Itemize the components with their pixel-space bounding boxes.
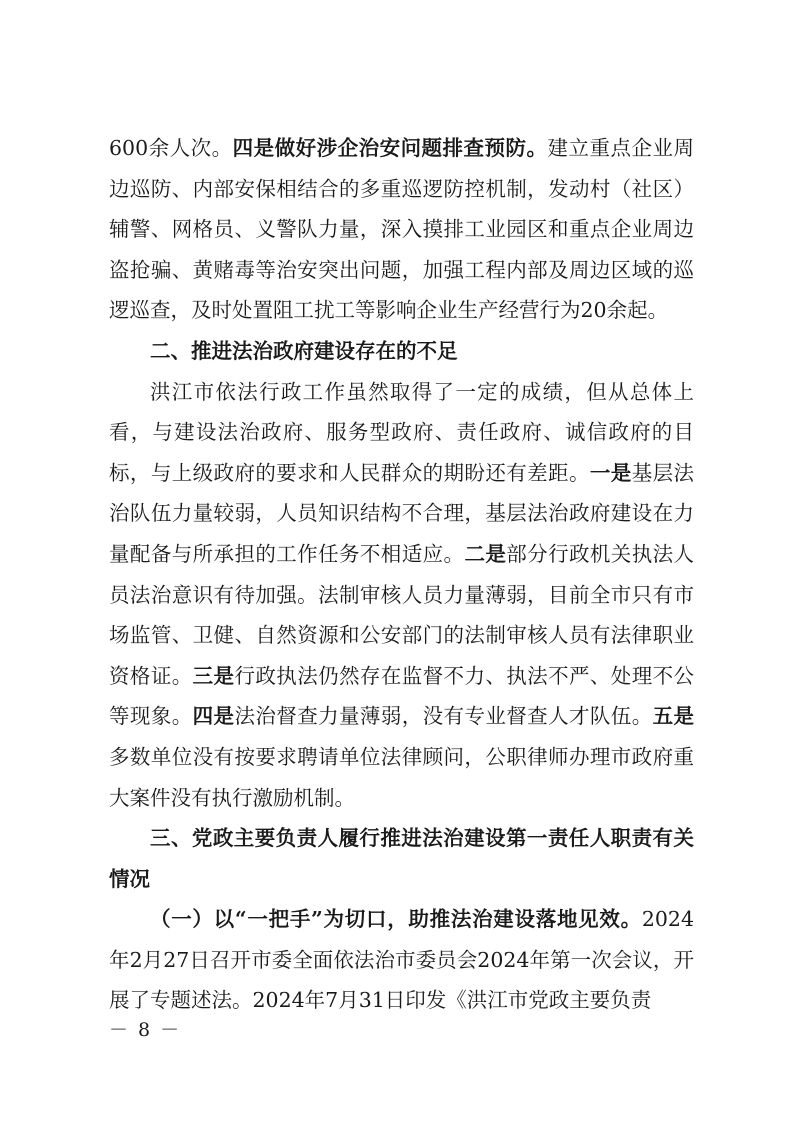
body-paragraph <box>109 128 694 331</box>
text-run: 行政执法仍然存在监督不力、执法不严、处理不公等现象。 <box>109 663 695 729</box>
text-run: 2024年2月27日召开市委全面依法治市委员会2024年第一次会议，开展了专题述法。2024年7月31日印发《洪江市党政主要负责 <box>109 907 694 1013</box>
body-paragraph <box>109 372 694 819</box>
bold-text-run: 五是 <box>652 704 695 729</box>
text-run: 部分行政机关执法人员法治意识有待加强。法制审核人员力量薄弱，目前全市只有市场监管、卫健、自然资源和公安部门的法制审核人员有法律职业资格证。 <box>109 541 695 688</box>
bold-text-run: 四是做好涉企治安问题排查预防。 <box>232 136 548 160</box>
text-run: 基层法治队伍力量较弱，人员知识结构不合理，基层法治政府建设在力量配备与所承担的工作任务不相适应。 <box>109 460 695 566</box>
text-run: 二、推进法治政府建设存在的不足 <box>150 338 458 363</box>
body-paragraph <box>109 899 694 1021</box>
text-run: 建立重点企业周边巡防、内部安保相结合的多重巡逻防控机制，发动村（社区）辅警、网格员、义警队力量，深入摸排工业园区和重点企业周边盗抢骗、黄赌毒等治安突出问题，加强工程内部及周边区域的巡逻巡查，及时处置阻工扰工等影响企业生产经营行为20余起。 <box>109 136 694 323</box>
text-run: 多数单位没有按要求聘请单位法律顾问，公职律师办理市政府重大案件没有执行激励机制。 <box>109 744 694 810</box>
bold-text-run: 二是 <box>464 541 507 566</box>
bold-text-run: 四是 <box>192 704 235 729</box>
text-run: 三、党政主要负责人履行推进法治建设第一责任人职责有关情况 <box>109 826 694 891</box>
text-run: 洪江市依法行政工作虽然取得了一定的成绩，但从总体上看，与建设法治政府、服务型政府、责任政府、诚信政府的目标，与上级政府的要求和人民群众的期盼还有差距。 <box>109 379 694 485</box>
text-run: 法治督查力量薄弱，没有专业督查人才队伍。 <box>234 704 653 729</box>
bold-text-run: 一是 <box>589 460 632 485</box>
document-body <box>109 128 694 1021</box>
bold-text-run: （一）以“一把手”为切口，助推法治建设落地见效。 <box>150 907 642 932</box>
bold-text-run: 三是 <box>192 663 235 688</box>
text-run: 600余人次。 <box>109 136 233 160</box>
section-heading <box>109 818 694 899</box>
page-number: － 8 － <box>109 1019 182 1041</box>
section-heading <box>109 331 694 372</box>
